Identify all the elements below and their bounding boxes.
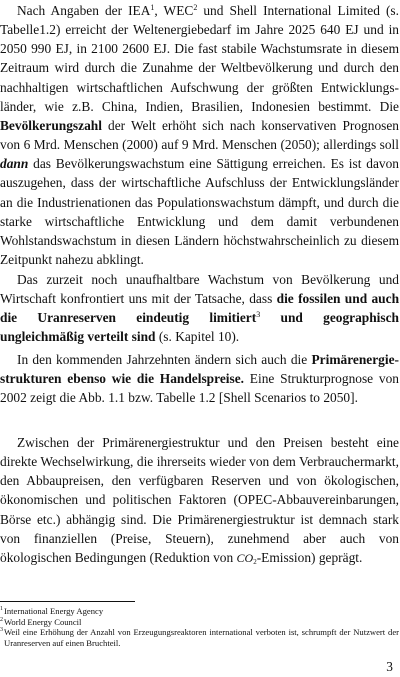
emphasis-limited-reserves: die fossilen und auch die Uranreserven eindeutig limitiert	[0, 291, 400, 326]
text-run: -Emission) geprägt.	[256, 549, 363, 565]
paragraph-energy-demand	[0, 1, 399, 269]
text-run: das Bevölkerungswachstum eine Sättigung erreichen. Es ist davon auszugehen, dass der wirtschaftliche Aufschluss der Entwicklungsländer an die Industrienationen das Populationswachstum dämpft, und durch die starke wirtschaftliche Entwicklung und dem damit verbundenen Wohlstandswachstum in diesen Ländern höchstwahrscheinlich zu diesem Zeitpunkt nahezu abklingt.	[0, 156, 399, 268]
footnote-ref-1[interactable]: 1	[150, 3, 155, 12]
paragraph-price-interaction	[0, 433, 399, 568]
text-run: In den kommenden Jahrzehnten ändern sich auch die	[17, 352, 312, 367]
footnote-3	[0, 627, 399, 648]
footnote-2	[0, 617, 399, 628]
emphasis-distribution: und geographisch ungleichmäßig verteilt sind	[0, 310, 400, 345]
footnote-mark: 1	[0, 606, 3, 612]
text-run: der Welt erhöht sich nach konservativen Prognosen von 6 Mrd. Menschen (2000) auf 9 Mrd. Menschen (2050); allerdings soll	[0, 117, 399, 153]
co2-formula	[237, 551, 257, 565]
text-run: Eine Strukturprognose von 2002 zeigt die Abb. 1.1 bzw. Tabelle 1.2 [Shell Scenarios to 2050].	[0, 371, 399, 406]
co2-subscript: 2	[253, 557, 257, 566]
footnotes	[0, 606, 399, 648]
emphasis-primary-energy-structures: Primärenergiestrukturen ebenso wie die Handelspreise.	[0, 352, 399, 387]
footnote-ref-3[interactable]: 3	[256, 310, 261, 320]
paragraph-reserves	[0, 270, 399, 347]
emphasis-dann: dann	[0, 156, 29, 172]
text-run: (s. Kapitel 10).	[155, 329, 240, 345]
footnote-ref-2[interactable]: 2	[193, 3, 198, 12]
text-run: und Shell International Limited (s. Tabelle1.2) erreicht der Weltenergiebedarf im Jahre 2025 640 EJ und in 2050 990 EJ, in 2100 2600 EJ. Die fast stabile Wachstumsrate in diesem Zeitraum wird durch die Zunahme der Weltbevölkerung und durch den nachhaltigen wirtschaftlichen Aufschwung der größten Entwicklungsländer, wie z.B. China, Indien, Brasilien, Indonesien bestimmt. Die	[0, 3, 399, 114]
text-run: Das zurzeit noch unaufhaltbare Wachstum von Bevölkerung und Wirtschaft konfrontiert uns mit der Tatsache, dass	[0, 272, 399, 307]
text-run: Nach Angaben der IEA	[17, 3, 151, 18]
footnote-separator	[0, 601, 135, 602]
text-run: Zwischen der Primärenergiestruktur und den Preisen besteht eine direkte Wechselwirkung, die ihrerseits wieder von dem Verbrauchermarkt, den Abbaupreisen, den verfügbaren Reserven und von ökologischen, ökonomischen und politischen Faktoren (OPEC-Abbauvereinbarungen, Börse etc.) abhängig sind. Die Primärenergiestruktur ist demnach stark von finanziellen (Preise, Steuern), zunehmend aber auch von ökologischen Bedingungen (Reduktion von	[0, 435, 399, 565]
footnote-mark: 3	[0, 627, 3, 634]
paragraph-primary-energy	[0, 350, 399, 407]
footnote-text: World Energy Council	[4, 616, 82, 627]
footnote-mark: 2	[0, 616, 3, 623]
footnote-text: International Energy Agency	[4, 606, 104, 616]
page-number: 3	[386, 659, 393, 674]
text-run: , WEC	[154, 3, 194, 18]
footnote-text: Weil eine Erhöhung der Anzahl von Erzeugungsreaktoren international verboten ist, schrumpft der Nutzwert der Uranreserven auf einen Bruchteil.	[4, 627, 399, 648]
emphasis-population: Bevölkerungszahl	[0, 117, 102, 133]
co2-base: CO	[236, 550, 254, 565]
footnote-1	[0, 606, 399, 617]
